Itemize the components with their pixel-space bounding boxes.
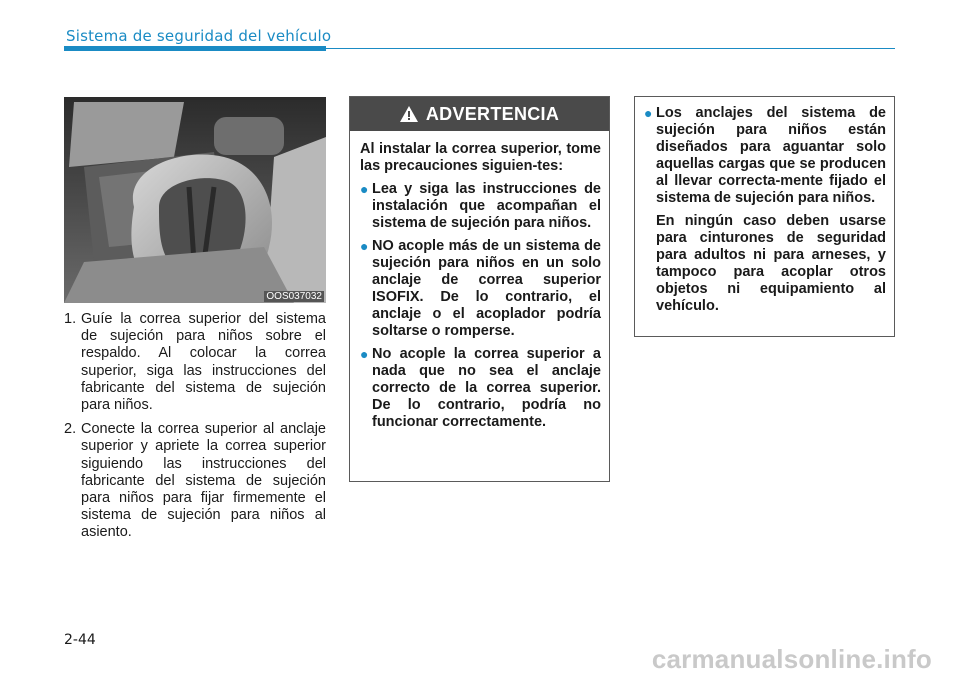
- warning-bullet-text: No acople la correa superior a nada que no sea el anclaje correcto de la correa superior. De lo contrario, podría no funcionar correctamente.: [372, 346, 601, 430]
- warning-bullet-text: Lea y siga las instrucciones de instalación que acompañan el sistema de sujeción para niños.: [372, 181, 601, 231]
- warning-triangle-icon: [400, 106, 418, 122]
- list-item: [360, 181, 601, 232]
- page-header-title: Sistema de seguridad del vehículo: [66, 27, 332, 45]
- step-number: 2.: [64, 421, 77, 438]
- watermark: carmanualsonline.info: [651, 644, 932, 674]
- header-rule-thick: [64, 46, 326, 51]
- note-box: [634, 96, 895, 337]
- note-paragraph: En ningún caso deben usarse para cinturones de seguridad para adultos ni para arneses, y tampoco para acoplar otros objetos ni equipamiento al vehículo.: [656, 213, 886, 314]
- warning-header: [350, 97, 609, 131]
- child-seat-photo: [64, 97, 326, 303]
- note-bullet-text: Los anclajes del sistema de sujeción para niños están diseñados para aguantar solo aquellas cargas que se producen al llevar correcta-mente fijado el sistema de sujeción para niños.: [656, 105, 886, 206]
- warning-intro: Al instalar la correa superior, tome las precauciones siguien-tes:: [360, 141, 601, 174]
- step-text: Conecte la correa superior al anclaje superior y apriete la correa superior siguiendo las instrucciones del fabricante del sistema de sujeción para niños para fijar firmemente el sistema de sujeción para niños al asiento.: [81, 421, 326, 541]
- warning-box: [349, 96, 610, 482]
- list-item: [64, 311, 326, 414]
- warning-body: [350, 131, 609, 431]
- warning-bullet-text: NO acople más de un sistema de sujeción para niños en un solo anclaje de correa superior ISOFIX. De lo contrario, el anclaje o el acoplador podría soltarse o romperse.: [372, 238, 601, 339]
- bullet-dot-icon: ●: [360, 346, 369, 362]
- warning-title: ADVERTENCIA: [425, 103, 560, 124]
- step-number: 1.: [64, 311, 77, 327]
- list-item: [360, 346, 601, 431]
- list-item: [64, 421, 326, 541]
- header-rule-thin: [326, 48, 895, 49]
- step-text: Guíe la correa superior del sistema de sujeción para niños sobre el respaldo. Al colocar la correa superior, siga las instrucciones del fabricante del sistema de sujeción para niños.: [81, 311, 326, 414]
- page-number: 2-44: [64, 632, 96, 648]
- bullet-dot-icon: ●: [360, 181, 369, 197]
- bullet-dot-icon: ●: [360, 238, 369, 254]
- list-item: [360, 238, 601, 340]
- instruction-steps: [64, 311, 326, 549]
- photo-code-label: OOS037032: [266, 291, 322, 302]
- list-item: [644, 105, 886, 207]
- bullet-dot-icon: ●: [644, 105, 653, 121]
